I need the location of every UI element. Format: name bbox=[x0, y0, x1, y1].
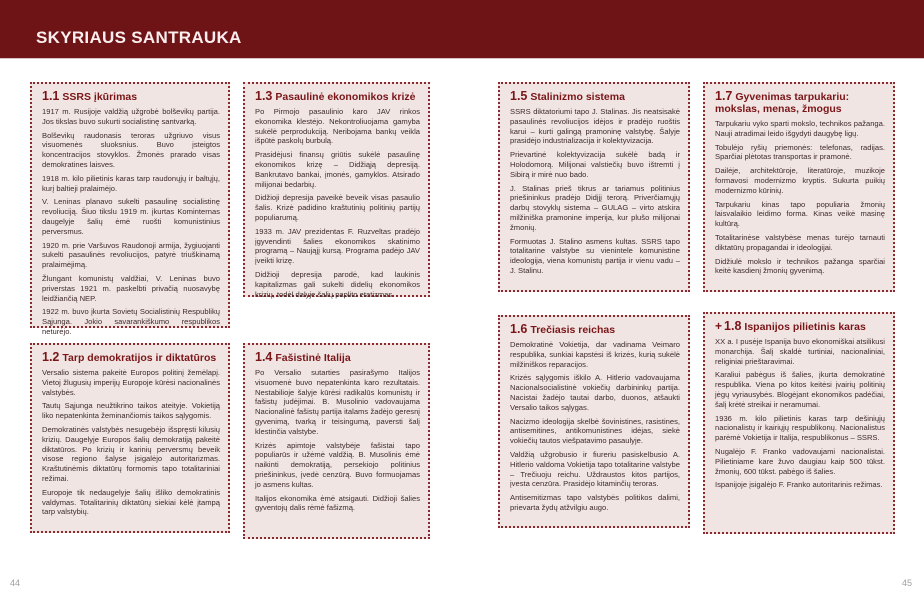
paragraph: Didžiulė mokslo ir technikos pažanga sparčiai keitė kasdienį žmonių gyvenimą. bbox=[715, 256, 885, 276]
paragraph: Totalitarinėse valstybėse menas turėjo tarnauti diktatūrų propagandai ir ideologijai. bbox=[715, 232, 885, 252]
section-number: 1.6 bbox=[510, 322, 528, 336]
paragraph: Prasidėjusi finansų griūtis sukėlė pasaulinę ekonomikos krizę – Didžiąją depresiją. Bankrutavo bankai, įmonės, gamyklos. Atsirado milijonai bedarbių. bbox=[255, 150, 420, 189]
section-box-1-2 bbox=[30, 343, 230, 533]
section-title: Ispanijos pilietinis karas bbox=[744, 321, 866, 333]
section-heading bbox=[510, 90, 680, 103]
paragraph: Nugalėjo F. Franko vadovaujami nacionalistai. Pilietiniame kare žuvo daugiau kaip 500 tūkst. žmonių, 600 tūkst. pabėgo iš šalies. bbox=[715, 446, 885, 476]
paragraph: Italijos ekonomika ėmė atsigauti. Didžioji šalies gyventojų dalis rėmė fašizmą. bbox=[255, 493, 420, 513]
section-box-1-8 bbox=[703, 312, 895, 534]
paragraph: Krizės sąlygomis iškilo A. Hitlerio vadovaujama Nacionalsocialistinė vokiečių darbininkų partija. Nacistai žadėjo tautai darbo, duonos, atšaukti Versalio taikos sąlygas. bbox=[510, 373, 680, 412]
paragraph: Karaliui pabėgus iš šalies, įkurta demokratinė respublika. Viena po kitos keitėsi įvairių politinių jėgų vyriausybės. Blogėjant ekonomikos padėčiai, šalį krėtė streikai ir neramumai. bbox=[715, 370, 885, 409]
section-heading bbox=[715, 320, 885, 333]
section-title: Trečiasis reichas bbox=[530, 324, 616, 336]
paragraph: Demokratinės valstybės nesugebėjo išspręsti kilusių krizių. Daugelyje Europos šalių demokratiją pakeitė diktatūros. Po krizių ir karinių perversmų beveik visose regiono šalyse įsigalėjo autoritarizmas. Kraštutinėmis diktatūrų formomis tapo totalitariniai režimai. bbox=[42, 424, 220, 483]
paragraph: Tautų Sąjunga neužtikrino taikos ateityje. Vokietiją liko nepatenkinta žeminančiomis taikos sąlygomis. bbox=[42, 401, 220, 421]
page-number-right: 45 bbox=[902, 578, 913, 588]
section-title: Fašistinė Italija bbox=[275, 352, 351, 364]
paragraph: Prievartinė kolektyvizacija sukėlė badą ir Holodomorą. Milijonai valstiečių buvo ištremti į Sibirą ir mirė nuo bado. bbox=[510, 150, 680, 179]
chapter-header bbox=[0, 0, 924, 58]
paragraph: Po Versalio sutarties pasirašymo Italijos visuomenė buvo nepatenkinta karo rezultatais. Nestabilioje šalyje kūrėsi radikalūs komunistų ir fašistų judėjimai. B. Musolinio vadovaujama Nacionalinė fašistų partija italams žadėjo geresnį gyvenimą, tvarką ir teisingumą, paversti šalį klestinčia valstybe. bbox=[255, 368, 420, 436]
paragraph: 1920 m. prie Varšuvos Raudonoji armija, žygiuojanti sukelti pasaulinės revoliucijos, patyrė triuškinamą pralaimėjimą. bbox=[42, 240, 220, 270]
section-box-1-6 bbox=[498, 315, 690, 528]
paragraph: Valdžią užgrobusio ir fiureriu pasiskelbusio A. Hitlerio valdoma Vokietija tapo totalitarine valstybe – Trečiuoju reichu. Uždraustos kitos partijos, įvesta cenzūra. Prasidėjo kitaminčių teroras. bbox=[510, 449, 680, 489]
plus-icon: + bbox=[715, 319, 723, 333]
paragraph: Krizės apimtoje valstybėje fašistai tapo populiarūs ir užėmė valdžią. B. Musolinis ėmė naikinti demokratiją, persekiojo politinius priešininkus, įvedė cenzūrą. Buvo formuojamas jo asmens kultas. bbox=[255, 440, 420, 489]
section-number: 1.8 bbox=[724, 319, 742, 333]
paragraph: XX a. I pusėje Ispanija buvo ekonomiškai atsilikusi monarchija. Šalį skaldė turtiniai, nacionaliniai, religiniai prieštaravimai. bbox=[715, 337, 885, 366]
section-number: 1.1 bbox=[42, 89, 60, 103]
paragraph: 1918 m. kilo pilietinis karas tarp raudonųjų ir baltųjų, kurį baltieji pralaimėjo. bbox=[42, 173, 220, 193]
section-title: Stalinizmo sistema bbox=[530, 91, 625, 103]
paragraph: Bolševikų raudonasis teroras užgriuvo visus visuomenės sluoksnius. Buvo įsteigtos koncentracijos stovyklos. Žmonės prarado visas demokratines laisves. bbox=[42, 130, 220, 169]
section-heading bbox=[42, 90, 220, 103]
section-number: 1.7 bbox=[715, 89, 733, 103]
paragraph: 1922 m. buvo įkurta Sovietų Socialistinių Respublikų Sąjunga. Jokio savarankiškumo respublikos neturėjo. bbox=[42, 307, 220, 336]
chapter-title: SKYRIAUS SANTRAUKA bbox=[36, 28, 242, 47]
paragraph: J. Stalinas prieš tikrus ar tariamus politinius priešininkus pradėjo Didįjį terorą. Priverčiamųjų darbų stovyklų sistema – GULAG – virto atskira milžiniška pramonine imperija, kur plušo milijonai žmonių. bbox=[510, 183, 680, 232]
section-title: Pasaulinė ekonomikos krizė bbox=[275, 91, 416, 103]
section-number: 1.3 bbox=[255, 89, 273, 103]
paragraph: 1917 m. Rusijoje valdžią užgrobė bolševikų partija. Jos tikslas buvo sukurti socialistinę santvarką. bbox=[42, 107, 220, 126]
paragraph: SSRS diktatoriumi tapo J. Stalinas. Jis neatsisakė pasaulinės revoliucijos idėjos ir pradėjo ruoštis karui – kurti galingą pramoninę valstybę. Šalyje prasidėjo industrializacija ir kolektyvizacija. bbox=[510, 107, 680, 146]
paragraph: Po Pirmojo pasaulinio karo JAV rinkos ekonomika klestėjo. Nekontroliuojama gamyba sukėlė perprodukciją. Neribojama bankų veikla išpūtė paskolų burbulą. bbox=[255, 107, 420, 146]
section-heading bbox=[510, 323, 680, 336]
section-heading bbox=[255, 90, 420, 103]
paragraph: Versalio sistema pakeitė Europos politinį žemėlapį. Vietoj žlugusių imperijų Europoje kūrėsi nacionalinės valstybės. bbox=[42, 368, 220, 397]
paragraph: Formuotas J. Stalino asmens kultas. SSRS tapo totalitarine valstybe su vienintele komunistine ideologija, viena komunistų partija ir vienu vadu – J. Stalinu. bbox=[510, 236, 680, 275]
paragraph: Europoje tik nedaugelyje šalių išliko demokratinis valdymas. Totalitarinių diktatūrų siekiai kėlė įtampą tarp valstybių. bbox=[42, 487, 220, 517]
paragraph: Tarpukariu kinas tapo populiaria žmonių laisvalaikio leidimo forma. Kinas veikė masinę kultūrą. bbox=[715, 199, 885, 229]
paragraph: Ispanijoje įsigalėjo F. Franko autoritarinis režimas. bbox=[715, 480, 883, 490]
section-heading bbox=[42, 351, 220, 364]
section-box-1-5 bbox=[498, 82, 690, 292]
paragraph: Žlungant komunistų valdžiai, V. Leninas buvo priverstas 1921 m. paskelbti privačią nuosavybę leidžiančią NEP. bbox=[42, 273, 220, 303]
section-title: Gyvenimas tarpukariu: mokslas, menas, žmogus bbox=[715, 91, 850, 115]
section-box-1-1 bbox=[30, 82, 230, 336]
paragraph: Nacizmo ideologija skelbė šovinistines, rasistines, antisemitines, antikomunistines idėjas, siekė vokiečių tautos viešpatavimo pasaulyje. bbox=[510, 416, 680, 446]
paragraph: Didžioji depresija paveikė beveik visas pasaulio šalis. Krizė padidino kraštutinių politinių partijų populiarumą. bbox=[255, 193, 420, 222]
paragraph: 1936 m. kilo pilietinis karas tarp dešiniųjų nacionalistų ir kairiųjų respublikonų. Nacionalistus parėmė Vokietija ir Italija, respublikonus – SSRS. bbox=[715, 413, 885, 443]
paragraph: Didžioji depresija parodė, kad laukinis kapitalizmas gali sukelti didelių ekonomikos krizių, todėl dalyje šalių paplito etatizmas. bbox=[255, 269, 420, 299]
page-number-left: 44 bbox=[10, 578, 21, 588]
paragraph: Tobulėjo ryšių priemonės: telefonas, radijas. Sparčiai plėtotas transportas ir pramonė. bbox=[715, 142, 885, 162]
paragraph: Antisemitizmas tapo valstybės politikos dalimi, prievarta žydų atžvilgiu augo. bbox=[510, 493, 680, 512]
paragraph: V. Leninas planavo sukelti pasaulinę socialistinę revoliuciją. Šiuo tikslu 1919 m. įkurtas Kominternas daugelyje šalių ėmė ruošti komunistinius perversmus. bbox=[42, 197, 220, 236]
paragraph: Demokratinė Vokietija, dar vadinama Veimaro respublika, sunkiai kapstėsi iš krizės, kurią sukėlė milžiniškos reparacijos. bbox=[510, 340, 680, 369]
section-heading bbox=[255, 351, 420, 364]
section-number: 1.4 bbox=[255, 350, 273, 364]
paragraph: Dailėje, architektūroje, literatūroje, muzikoje formavosi modernizmo kryptis. Sukurta puikių modernizmo kūrinių. bbox=[715, 166, 885, 195]
paragraph: 1933 m. JAV prezidentas F. Ruzveltas pradėjo įgyvendinti šalies ekonomikos skatinimo programą – Naująjį kursą. Programa padėjo JAV įveikti krizę. bbox=[255, 226, 420, 266]
paragraph: Tarpukariu vyko sparti mokslo, technikos pažanga. Nauji atradimai leido išgydyti daugybę ligų. bbox=[715, 119, 885, 138]
section-title: SSRS įkūrimas bbox=[62, 91, 138, 103]
section-box-1-4 bbox=[243, 343, 430, 539]
section-box-1-7 bbox=[703, 82, 895, 292]
section-title: Tarp demokratijos ir diktatūros bbox=[62, 352, 217, 364]
section-number: 1.2 bbox=[42, 350, 60, 364]
section-box-1-3 bbox=[243, 82, 430, 297]
header-divider bbox=[0, 58, 924, 59]
section-number: 1.5 bbox=[510, 89, 528, 103]
section-heading bbox=[715, 90, 885, 115]
